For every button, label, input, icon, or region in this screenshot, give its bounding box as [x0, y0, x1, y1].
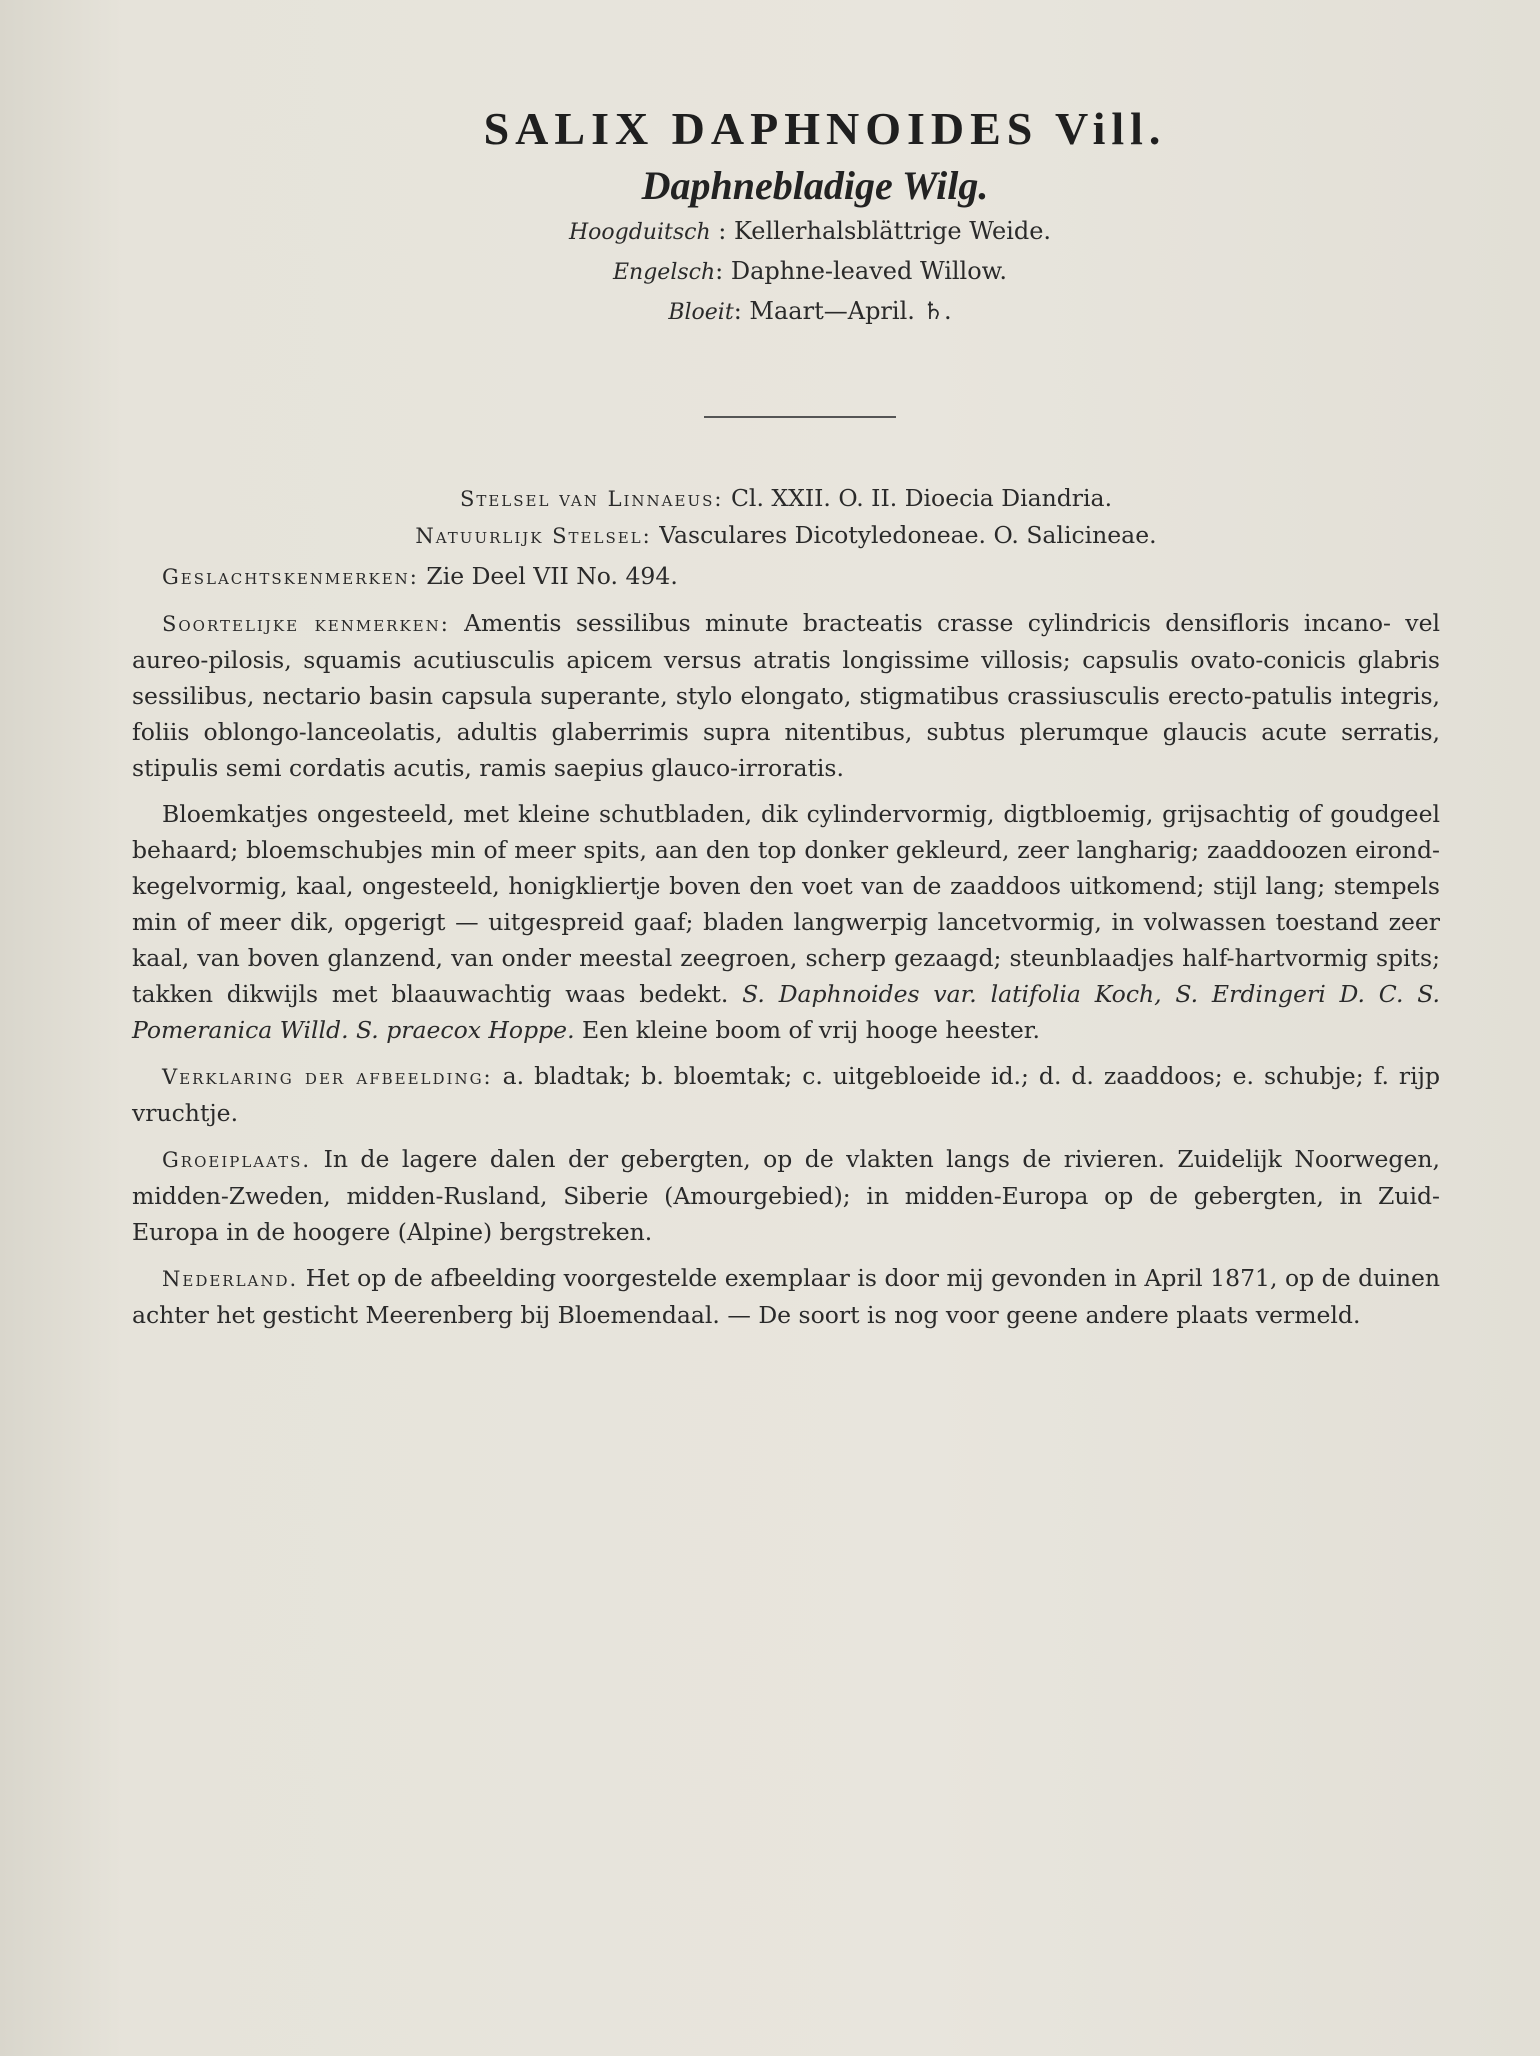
natural-system-line	[132, 517, 1440, 554]
synonyms: S. Daphnoides var. latifolia Koch, S. Erdingeri D. C. S. Pomeranica Willd. S. praecox Hoppe.	[132, 980, 1440, 1044]
description-closing: Een kleine boom of vrij hooge heester.	[582, 1016, 1040, 1044]
page-header	[0, 100, 1540, 332]
species-title: SALIX DAPHNOIDES Vill.	[483, 103, 1167, 154]
natural-system-value: Vasculares Dicotyledoneae. O. Salicineae.	[659, 521, 1157, 549]
species-char-text: Amentis sessilibus minute bracteatis crasse cylindricis densifloris incano- vel aureo-pilosis, squamis acutiusculis apicem versus atratis longissime villosis; capsulis ovato-conicis glabris sessilibus, nectario basin capsula superante, stylo elongato, stigmatibus crassiusculis erecto-patulis integris, foliis oblongo-lanceolatis, adultis glaberrimis supra nitentibus, subtus plerumque glaucis acute serratis, stipulis semi cordatis acutis, ramis saepius glauco-irroratis.	[132, 609, 1440, 782]
german-name: Kellerhalsblättrige Weide.	[733, 217, 1052, 245]
figure-explanation-label: Verklaring der afbeelding:	[162, 1065, 493, 1089]
bloom-period: Maart—April. ♄.	[749, 297, 952, 325]
german-name-line	[0, 212, 1540, 252]
dutch-description	[132, 796, 1440, 1048]
colon-sep: :	[710, 217, 734, 245]
netherlands-text: Het op de afbeelding voorgestelde exemplaar is door mij gevonden in April 1871, op de duinen achter het gesticht Meerenberg bij Bloemendaal. — De soort is nog voor geene andere plaats vermeld.	[132, 1264, 1440, 1329]
document-body	[132, 480, 1440, 1343]
bloom-label: Bloeit	[668, 300, 734, 325]
linnaeus-value: Cl. XXII. O. II. Dioecia Diandria.	[730, 484, 1113, 512]
netherlands-label: Nederland.	[162, 1267, 299, 1291]
description-text: Bloemkatjes ongesteeld, met kleine schutbladen, dik cylindervormig, digtbloemig, grijsachtig of goudgeel behaard; bloemschubjes min of meer spits, aan den top donker gekleurd, zeer langharig; zaaddoozen eirond-kegelvormig, kaal, ongesteeld, honigkliertje boven den voet van de zaaddoos uitkomend; stijl lang; stempels min of meer dik, opgerigt — uitgespreid gaaf; bladen langwerpig lancetvormig, in volwassen toestand zeer kaal, van boven glanzend, van onder meestal zeegroen, scherp gezaagd; steunblaadjes half-hartvormig spits; takken dikwijls met blaauwachtig waas bedekt.	[132, 800, 1440, 1008]
figure-explanation	[132, 1058, 1440, 1131]
bloom-line	[0, 292, 1540, 332]
english-label: Engelsch	[612, 260, 716, 285]
species-char-label: Soortelijke kenmerken:	[162, 612, 450, 636]
colon-sep: :	[715, 257, 731, 285]
genus-value: Zie Deel VII No. 494.	[426, 562, 678, 590]
genus-label: Geslachtskenmerken:	[162, 565, 419, 589]
colon-sep: :	[733, 297, 750, 325]
genus-characteristics	[132, 558, 1440, 595]
netherlands-occurrence	[132, 1260, 1440, 1333]
divider-rule	[704, 416, 896, 418]
linnaeus-system-line	[132, 480, 1440, 517]
linnaeus-label: Stelsel van Linnaeus:	[459, 487, 724, 511]
german-label: Hoogduitsch	[568, 220, 711, 245]
natural-system-label: Natuurlijk Stelsel:	[415, 524, 652, 548]
english-name: Daphne-leaved Willow.	[730, 257, 1007, 285]
english-name-line	[0, 252, 1540, 292]
habitat-text: In de lagere dalen der gebergten, op de vlakten langs de rivieren. Zuidelijk Noorwegen, midden-Zweden, midden-Rusland, Siberie (Amourgebied); in midden-Europa op de gebergten, in Zuid-Europa in de hoogere (Alpine) bergstreken.	[132, 1145, 1440, 1246]
figure-explanation-text: a. bladtak; b. bloemtak; c. uitgebloeide id.; d. d. zaaddoos; e. schubje; f. rijp vruchtje.	[132, 1062, 1440, 1127]
species-characteristics	[132, 605, 1440, 786]
dutch-common-name: Daphnebladige Wilg.	[641, 163, 989, 208]
habitat-label: Groeiplaats.	[162, 1148, 312, 1172]
habitat	[132, 1141, 1440, 1250]
